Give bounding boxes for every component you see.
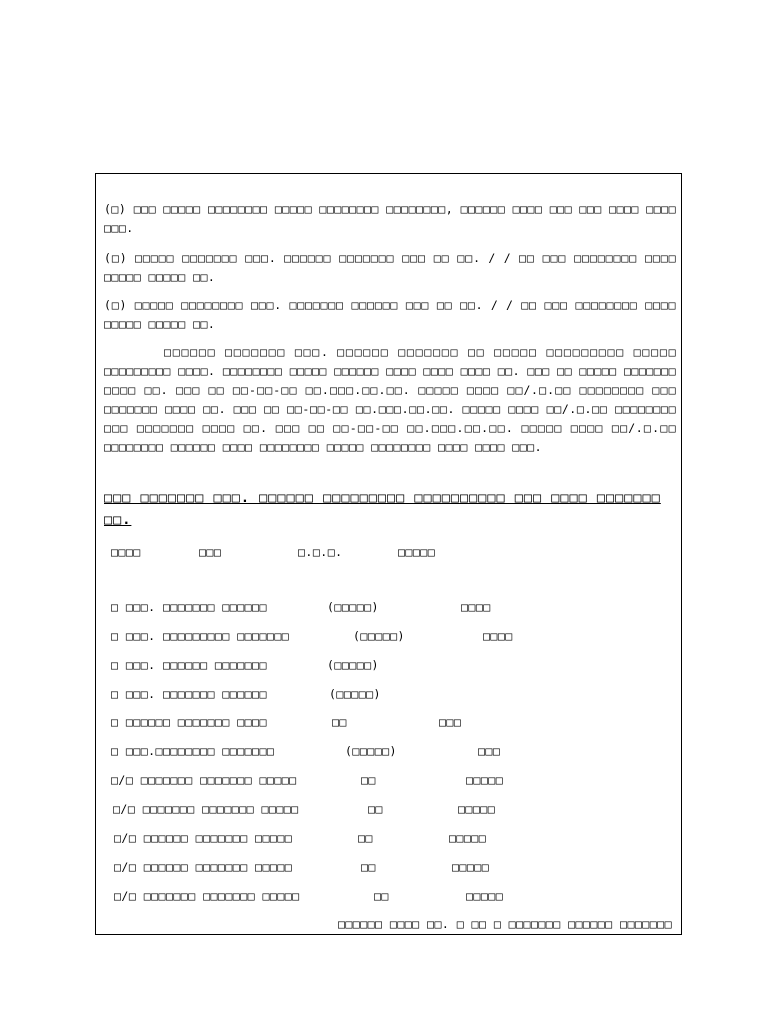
- paragraph-2: (□) □□□□□ □□□□□□□ □□□. □□□□□□ □□□□□□□ □□□ □□ □□. / / □□ □□□ □□□□□□□□ □□□□ □□□□□ □□□□□ □□.: [104, 251, 676, 284]
- row-designation: □□: [361, 860, 376, 874]
- row-name: □/□ □□□□□□ □□□□□□□ □□□□□: [114, 831, 293, 845]
- row-value: □□□□□: [449, 831, 487, 845]
- row-name: □ □□□. □□□□□□□□□ □□□□□□□: [111, 629, 290, 643]
- row-name: □ □□□. □□□□□□ □□□□□□□: [111, 658, 267, 672]
- table-header-col-2: □□□: [199, 545, 222, 559]
- row-designation: □□: [374, 889, 389, 903]
- paragraph-3: (□) □□□□□ □□□□□□□□ □□□. □□□□□□□ □□□□□□ □□□ □□ □□. / / □□ □□□ □□□□□□□□ □□□□ □□□□□ □□□□□ □□.: [104, 298, 676, 331]
- row-name: □ □□□.□□□□□□□□ □□□□□□□: [111, 744, 275, 758]
- paragraph-1: (□) □□□ □□□□□ □□□□□□□□ □□□□□ □□□□□□□□ □□□□□□□□, □□□□□□ □□□□ □□□ □□□ □□□□ □□□□ □□□.: [104, 202, 676, 235]
- row-value: □□□□: [461, 600, 491, 614]
- row-value: □□□□: [483, 629, 513, 643]
- table-header-col-1: □□□□: [111, 545, 141, 559]
- table-header-col-4: □□□□□: [398, 545, 436, 559]
- row-designation: □□: [332, 715, 347, 729]
- row-name: □/□ □□□□□□□ □□□□□□□ □□□□□: [114, 889, 300, 903]
- row-name: □/□ □□□□□□□ □□□□□□□ □□□□□: [113, 802, 299, 816]
- row-designation: (□□□□□): [327, 658, 379, 672]
- row-value: □□□□□: [466, 889, 504, 903]
- footer-line: □□□□□□ □□□□ □□. □ □□ □ □□□□□□□ □□□□□□ □□□□□□□: [337, 917, 672, 931]
- row-name: □/□ □□□□□□ □□□□□□□ □□□□□: [114, 860, 293, 874]
- row-name: □ □□□□□□ □□□□□□□ □□□□: [111, 715, 267, 729]
- row-value: □□□□□: [466, 773, 504, 787]
- row-name: □ □□□. □□□□□□□ □□□□□□: [111, 600, 267, 614]
- row-value: □□□□□: [458, 802, 496, 816]
- row-designation: □□: [358, 831, 373, 845]
- row-value: □□□: [478, 744, 501, 758]
- row-name: □ □□□. □□□□□□□ □□□□□□: [111, 687, 267, 701]
- row-designation: □□: [368, 802, 383, 816]
- row-designation: □□: [361, 773, 376, 787]
- row-designation: (□□□□□): [329, 687, 381, 701]
- section-heading: □□□ □□□□□□□ □□□. □□□□□□ □□□□□□□□□ □□□□□□□□□□ □□□ □□□□ □□□□□□□ □□.: [104, 490, 661, 528]
- table-header-col-3: □.□.□.: [298, 545, 343, 559]
- row-name: □/□ □□□□□□□ □□□□□□□ □□□□□: [111, 773, 297, 787]
- row-designation: (□□□□□): [327, 600, 379, 614]
- paragraph-4: □□□□□□ □□□□□□□ □□□. □□□□□□ □□□□□□□ □□ □□□□□ □□□□□□□□□ □□□□□ □□□□□□□□□ □□□□. □□□□□□□□ □□□□□ □□□□□□ □□□□ □□□□ □□□□ □□. □□□ □□ □□□□□ □□□□□□□ □□□□ □□. □□□ □□ □□-□□-□□ □□.□□□.□□.□□. □□□□□ □□□□ □□/.□.□□ □□□□□□□□ □□□ □□□□□□□ □□□□ □□. □□□ □□ □□-□□-□□ □□.□□□.□□.□□. □□□□□ □□□□ □□/.□.□□ □□□□□□□□ □□□ □□□□□□□ □□□□ □□. □□□ □□ □□-□□-□□ □□.□□□.□□.□□. □□□□□ □□□□ □□/.□.□□ □□□□□□□□ □□□□□□ □□□□ □□□□□□□□ □□□□□ □□□□□□□□ □□□□ □□□□ □□□.: [104, 345, 676, 454]
- row-value: □□□: [439, 715, 462, 729]
- row-designation: (□□□□□): [353, 629, 405, 643]
- row-designation: (□□□□□): [345, 744, 397, 758]
- document-frame: [95, 173, 682, 935]
- row-value: □□□□□: [452, 860, 490, 874]
